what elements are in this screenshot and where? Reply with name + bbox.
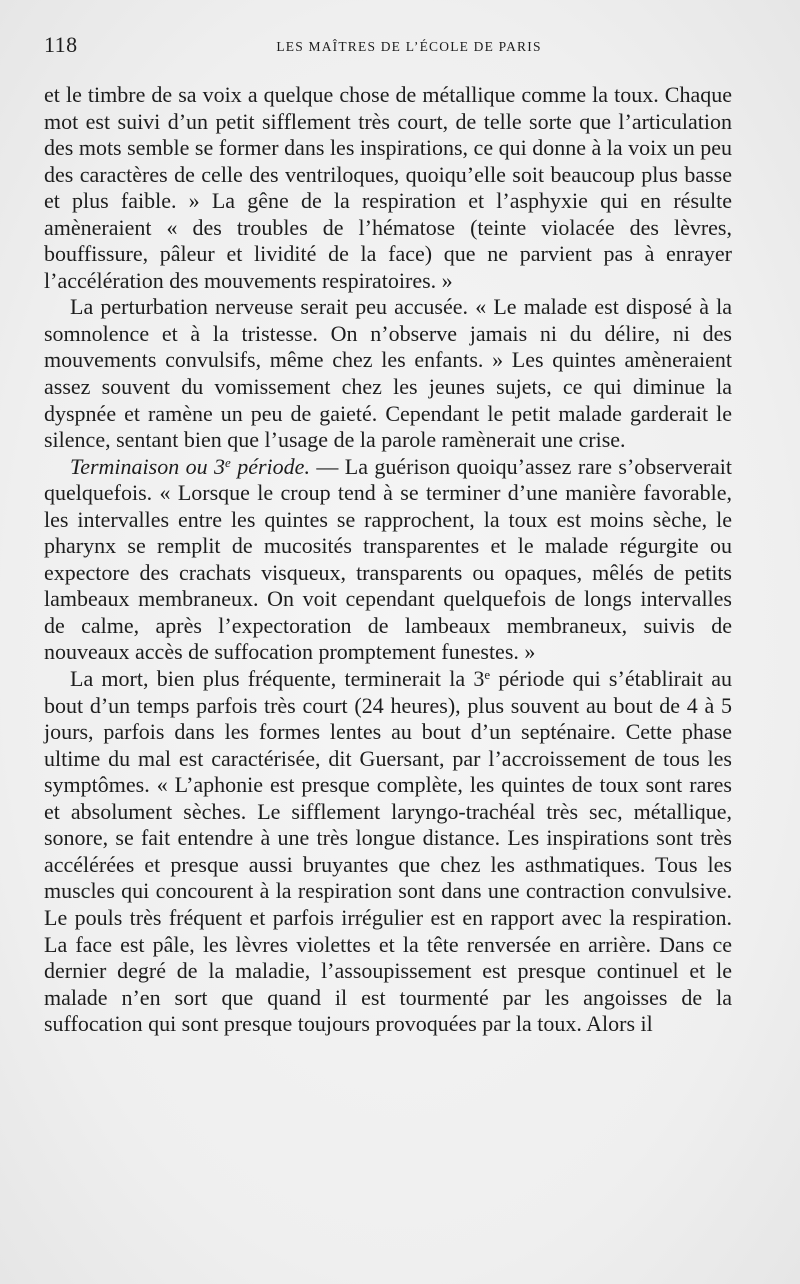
paragraph-3 (44, 454, 732, 666)
paragraph-4-superscript: e (484, 667, 491, 683)
paragraph-4-text-start: La mort, bien plus fréquente, terminerait la 3 (70, 666, 485, 692)
paragraph-4 (44, 666, 732, 1038)
paragraph-2: La perturbation nerveuse serait peu accusée. « Le malade est disposé à la somnolence et à la tristesse. On n’observe jamais ni du délire, ni des mouvements convulsifs, même chez les enfants. » Les quintes amèneraient assez souvent du vomissement chez les jeunes sujets, ce qui diminue la dyspnée et ramène un peu de gaieté. Cependant le petit malade garderait le silence, sentant bien que l’usage de la parole ramènerait une crise. (44, 294, 732, 453)
section-heading-prefix: Terminaison ou (70, 453, 215, 479)
paragraph-3-text: — La guérison quoiqu’assez rare s’observerait quelquefois. « Lorsque le croup tend à se terminer d’une manière favorable, les intervalles entre les quintes se rapprochent, la toux est moins sèche, le pharynx se remplit de mucosités transparentes et le malade régurgite ou expectore des crachats visqueux, transparents ou opaques, mêlés de petits lambeaux membraneux. On voit cependant quelquefois de longs intervalles de calme, après l’expectoration de lambeaux membraneux, suivis de nouveaux accès de suffocation promptement funestes. » (44, 453, 733, 665)
paragraph-1: et le timbre de sa voix a quelque chose de métallique comme la toux. Chaque mot est suivi d’un petit sifflement très court, de telle sorte que l’articulation des mots semble se former dans les inspirations, ce qui donne à la voix un peu des caractères de celle des ventriloques, quoiqu’elle soit beaucoup plus basse et plus faible. » La gêne de la respiration et l’asphyxie qui en résulte amèneraient « des troubles de l’hématose (teinte violacée des lèvres, bouffissure, pâleur et lividité de la face) que ne parvient pas à enrayer l’accélération des mouvements respiratoires. » (44, 82, 732, 293)
section-heading (70, 454, 310, 479)
section-heading-superscript: e (225, 454, 231, 470)
running-title: LES MAÎTRES DE L’ÉCOLE DE PARIS (276, 39, 542, 54)
paragraph-4-text-rest: période qui s’établirait au bout d’un temps parfois très court (24 heures), plus souvent au bout de 4 à 5 jours, parfois dans les formes lentes au bout d’un septénaire. Cette phase ultime du mal est caractérisée, dit Guersant, par l’accroissement de tous les symptômes. « L’aphonie est presque complète, les quintes de toux sont rares et absolument sèches. Le sifflement laryngo-trachéal très sec, métallique, sonore, se fait entendre à une très longue distance. Les inspirations sont très accélérées et presque aussi bruyantes que chez les asthmatiques. Tous les muscles qui concourent à la respiration sont dans une contraction convulsive. Le pouls très fréquent et parfois irrégulier est en rapport avec la respiration. La face est pâle, les lèvres violettes et la tête renversée en arrière. Dans ce dernier degré de la maladie, l’assoupissement est presque continuel et le malade n’en sort que quand il est tourmenté par les angoisses de la suffocation qui sont presque toujours provoquées par la toux. Alors il (44, 666, 732, 1037)
page-number: 118 (44, 32, 78, 57)
body-text (44, 82, 732, 1038)
section-heading-word: période. (230, 453, 310, 479)
section-heading-number: 3 (214, 453, 226, 479)
page-header (44, 32, 734, 62)
